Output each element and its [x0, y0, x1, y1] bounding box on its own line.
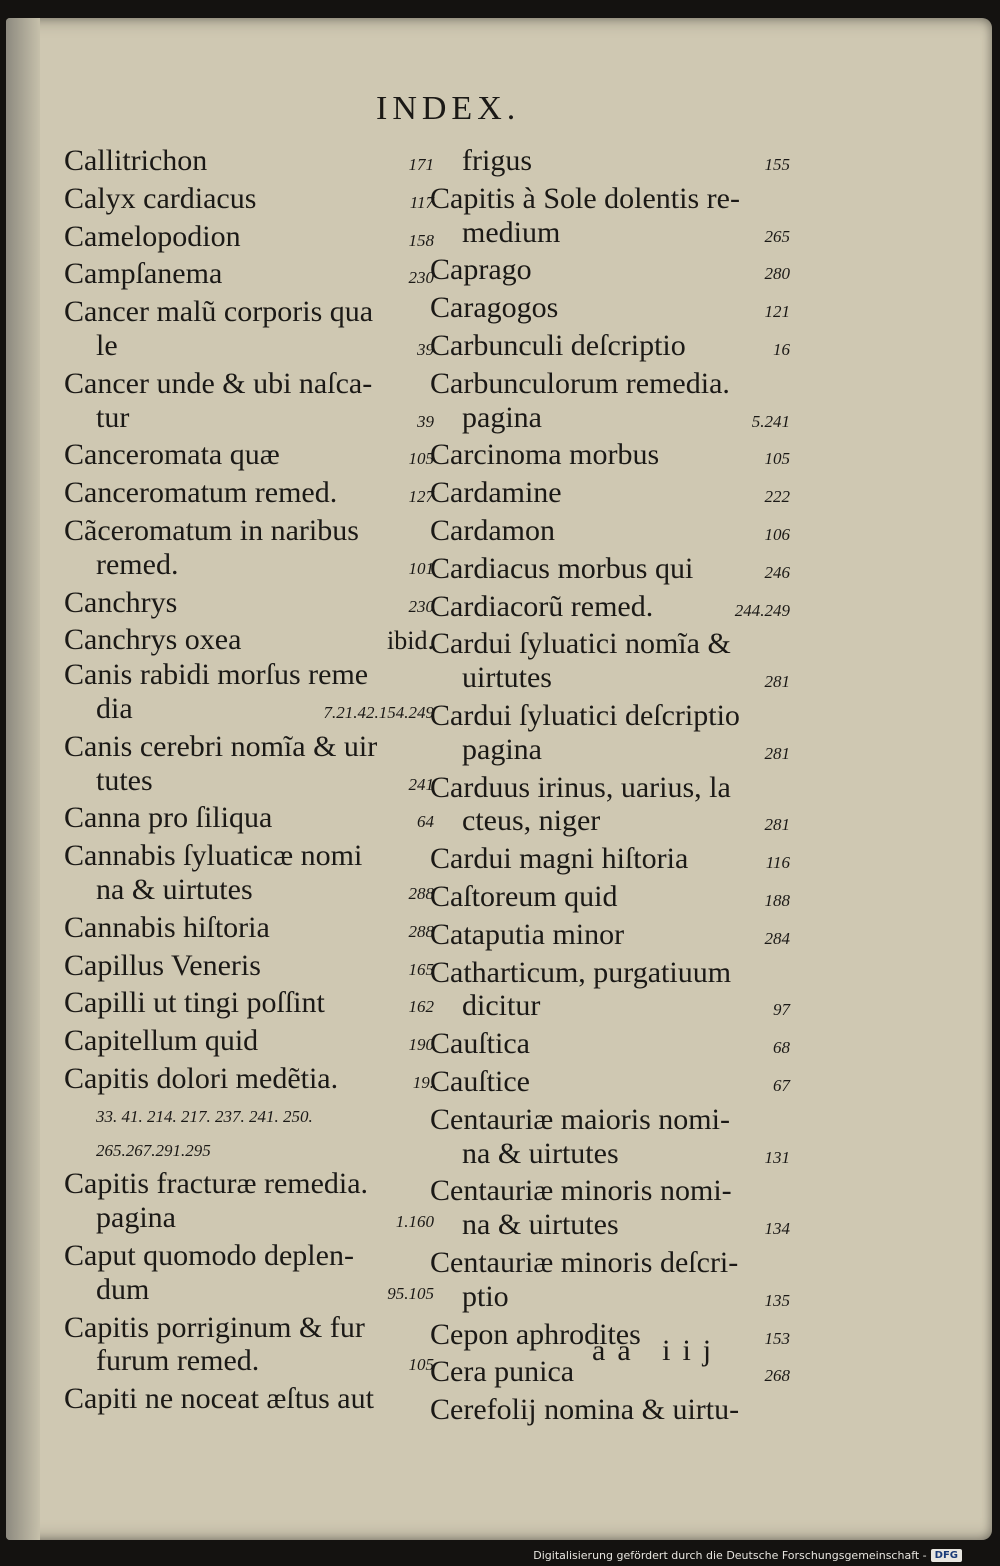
entry-term: Capillus Veneris — [64, 948, 261, 982]
index-entry-line — [64, 548, 434, 586]
entry-term: ptio — [462, 1279, 509, 1313]
index-entry-line — [64, 658, 434, 692]
page-reference: 16 — [773, 339, 790, 359]
index-entry — [64, 911, 434, 949]
page-reference: 171 — [408, 155, 434, 174]
index-entry — [64, 623, 434, 658]
page-reference: 284 — [764, 928, 790, 948]
index-entry-line — [64, 986, 434, 1024]
entry-term: Capiti ne noceat æſtus aut — [64, 1382, 374, 1416]
index-entry — [64, 1062, 434, 1167]
entry-term: Cardamine — [430, 476, 562, 510]
page-reference: 241 — [408, 774, 434, 794]
page-reference: 135 — [764, 1290, 790, 1310]
entry-term: Caput quomodo deplen- — [64, 1238, 354, 1272]
page-reference: 7.21.42.154.249 — [323, 702, 434, 722]
entry-term: pagina — [462, 400, 542, 434]
index-entry-line — [430, 918, 790, 956]
page-reference: 105 — [764, 449, 790, 469]
entry-term: Cerefolij nomina & uirtu- — [430, 1393, 740, 1427]
index-entry-line — [430, 804, 790, 842]
page-reference: 97 — [773, 1000, 790, 1020]
index-entry — [64, 586, 434, 624]
entry-term: na & uirtutes — [462, 1136, 619, 1170]
index-entry — [430, 1103, 790, 1175]
index-entry — [64, 1382, 434, 1416]
index-entry-line — [430, 1280, 790, 1318]
index-entry — [430, 1393, 790, 1427]
index-entry-line — [64, 295, 434, 329]
entry-term: tutes — [96, 763, 153, 797]
index-entry-line — [64, 514, 434, 548]
index-entry — [64, 514, 434, 586]
index-entry — [64, 257, 434, 295]
index-entry — [64, 839, 434, 911]
dfg-logo: DFG — [931, 1549, 962, 1562]
page-reference: 134 — [764, 1219, 790, 1239]
entry-term: Centauriæ maioris nomi- — [430, 1102, 730, 1136]
page-reference: 68 — [773, 1038, 790, 1058]
index-entry — [430, 627, 790, 699]
index-entry-line — [430, 956, 790, 990]
entry-term: Caſtoreum quid — [430, 879, 618, 913]
index-entry-line — [430, 1027, 790, 1065]
index-entry-line — [430, 989, 790, 1027]
entry-term: Cardamon — [430, 513, 555, 547]
page-reference: 244.249 — [734, 600, 790, 620]
index-entry — [430, 144, 790, 182]
index-entry — [64, 658, 434, 730]
index-entry — [430, 476, 790, 514]
entry-term: Canceromatum remed. — [64, 476, 338, 510]
index-entry-line — [64, 911, 434, 949]
page-reference: 105 — [408, 449, 434, 469]
index-entry-line — [430, 1065, 790, 1103]
index-entry-line — [64, 692, 434, 730]
entry-term: cteus, niger — [462, 804, 601, 838]
entry-term: Cauſtice — [430, 1064, 530, 1098]
entry-term: Capitellum quid — [64, 1024, 259, 1058]
index-entry — [430, 880, 790, 918]
entry-term: Cardiacorũ remed. — [430, 589, 654, 623]
entry-term: uirtutes — [462, 661, 552, 695]
page-reference: 188 — [764, 890, 790, 910]
entry-term: Calyx cardiacus — [64, 181, 257, 215]
index-entry — [430, 918, 790, 956]
entry-term: Cãceromatum in naribus — [64, 513, 359, 547]
index-entry — [430, 1065, 790, 1103]
entry-term: Campſanema — [64, 257, 223, 291]
index-entry-line — [64, 476, 434, 514]
index-entry-line — [64, 839, 434, 873]
index-entry-line — [430, 401, 790, 439]
index-entry — [64, 986, 434, 1024]
page-reference: 158 — [408, 230, 434, 250]
entry-term: Cardui ſyluatici deſcriptio — [430, 698, 740, 732]
index-entry — [430, 1246, 790, 1318]
page-header: INDEX. — [376, 90, 521, 127]
index-entry-line — [64, 873, 434, 911]
index-entry-line — [430, 842, 790, 880]
entry-term: Camelopodion — [64, 219, 241, 253]
page-reference: 222 — [764, 487, 790, 507]
page-reference: 67 — [773, 1075, 790, 1095]
index-entry — [64, 801, 434, 839]
index-entry — [430, 842, 790, 880]
index-entry-line — [430, 627, 790, 661]
entry-term: Carduus irinus, uarius, la — [430, 770, 731, 804]
page-reference: 106 — [764, 524, 790, 544]
page-reference: 281 — [764, 815, 790, 835]
entry-term: Carbunculorum remedia. — [430, 366, 730, 400]
index-entry-line — [64, 730, 434, 764]
index-entry — [430, 253, 790, 291]
entry-term: le — [96, 328, 118, 362]
index-entry-line — [64, 586, 434, 624]
footer-text: Digitalisierung gefördert durch die Deutsche Forschungsgemeinschaft - — [533, 1549, 927, 1562]
index-entry-line — [64, 764, 434, 802]
index-entry-line — [430, 291, 790, 329]
index-entry — [64, 144, 434, 182]
index-entry-line — [430, 182, 790, 216]
index-entry — [64, 438, 434, 476]
entry-term: Cauſtica — [430, 1027, 530, 1061]
entry-term: Callitrichon — [64, 144, 208, 177]
index-entry-line — [64, 1062, 434, 1100]
index-entry — [430, 552, 790, 590]
page-reference: 162 — [408, 997, 434, 1017]
index-entry-line — [64, 329, 434, 367]
entry-term: Cancer unde & ubi naſca- — [64, 366, 373, 400]
index-entry — [430, 514, 790, 552]
entry-term: Canchrys — [64, 585, 178, 619]
index-entry-line — [430, 661, 790, 699]
index-entry — [64, 476, 434, 514]
entry-term: Cardui magni hiſtoria — [430, 842, 689, 876]
entry-term: na & uirtutes — [462, 1208, 619, 1242]
index-entry-line — [64, 257, 434, 295]
entry-term: frigus — [462, 144, 532, 177]
index-entry-line — [430, 514, 790, 552]
index-entry — [430, 367, 790, 439]
entry-term: Capitis porriginum & fur — [64, 1310, 365, 1344]
entry-term: 33. 41. 214. 217. 237. 241. 250. — [96, 1106, 313, 1126]
page-reference: 165 — [408, 959, 434, 979]
index-entry-line — [64, 1100, 434, 1134]
index-entry-line — [430, 1208, 790, 1246]
page-reference: 116 — [765, 853, 790, 873]
entry-term: pagina — [96, 1201, 176, 1235]
index-column-left — [64, 144, 434, 1416]
digitization-footer — [533, 1549, 962, 1562]
index-entry-line — [64, 367, 434, 401]
page-reference: 105 — [408, 1355, 434, 1375]
index-entry — [430, 771, 790, 843]
entry-term: medium — [462, 215, 561, 249]
entry-term: Cancer malũ corporis qua — [64, 295, 374, 329]
entry-term: Capitis dolori medẽtia. — [64, 1061, 339, 1095]
index-entry-line — [430, 1246, 790, 1280]
page-reference: 288 — [408, 883, 434, 903]
index-entry-line — [430, 699, 790, 733]
index-entry-line — [64, 144, 434, 182]
page-reference: 246 — [764, 562, 790, 582]
index-entry-line — [430, 438, 790, 476]
index-entry-line — [430, 1103, 790, 1137]
index-entry-line — [64, 1273, 434, 1311]
index-entry-line — [64, 801, 434, 839]
index-entry — [430, 590, 790, 628]
entry-term: Capitis à Sole dolentis re- — [430, 181, 740, 215]
index-entry-line — [430, 144, 790, 182]
entry-term: Cannabis ſyluaticæ nomi — [64, 839, 363, 873]
entry-term: Caragogos — [430, 291, 559, 325]
entry-term: Centauriæ minoris deſcri- — [430, 1245, 739, 1279]
entry-term: Capilli ut tingi poſſint — [64, 986, 325, 1020]
index-entry-line — [430, 329, 790, 367]
index-entry — [430, 956, 790, 1028]
index-entry — [430, 182, 790, 254]
index-entry — [64, 1024, 434, 1062]
page-reference: 39 — [417, 411, 434, 431]
page-reference: 117 — [409, 192, 434, 212]
page-reference: 281 — [764, 743, 790, 763]
entry-term: Cardui ſyluatici nomĩa & — [430, 627, 731, 661]
index-entry-line — [64, 623, 434, 658]
entry-term: furum remed. — [96, 1344, 260, 1378]
page-reference: 1.160 — [395, 1212, 434, 1232]
index-entry-line — [64, 1344, 434, 1382]
page-reference: 5.241 — [751, 411, 790, 431]
page-reference: 230 — [408, 596, 434, 616]
index-column-right — [430, 144, 790, 1427]
index-entry-line — [430, 771, 790, 805]
index-entry-line — [430, 733, 790, 771]
index-entry-line — [430, 590, 790, 628]
index-entry-line — [64, 1167, 434, 1201]
index-entry-line — [430, 1393, 790, 1427]
page-reference: 190 — [408, 1035, 434, 1055]
index-entry-line — [64, 1201, 434, 1239]
index-entry-line — [430, 880, 790, 918]
book-page — [6, 18, 992, 1540]
index-entry-line — [430, 1137, 790, 1175]
page-reference: 268 — [764, 1366, 790, 1386]
entry-term: Catharticum, purgatiuum — [430, 955, 732, 989]
index-entry — [64, 1239, 434, 1311]
index-entry-line — [430, 253, 790, 291]
entry-term: dicitur — [462, 989, 541, 1023]
index-entry — [64, 367, 434, 439]
page-reference: 230 — [408, 268, 434, 288]
page-reference: 280 — [764, 264, 790, 284]
entry-term: Cepon aphrodites — [430, 1317, 641, 1351]
index-entry-line — [430, 1174, 790, 1208]
index-entry — [64, 220, 434, 258]
page-reference: 155 — [764, 155, 790, 174]
page-reference: 281 — [764, 672, 790, 692]
entry-term: Caprago — [430, 253, 532, 287]
index-entry-line — [64, 949, 434, 987]
index-entry — [430, 699, 790, 771]
index-entry — [430, 291, 790, 329]
page-reference: 39 — [417, 339, 434, 359]
index-entry — [430, 329, 790, 367]
entry-term: Centauriæ minoris nomi- — [430, 1174, 732, 1208]
page-reference: 19. — [412, 1072, 434, 1092]
page-reference: ibid. — [387, 626, 434, 656]
index-entry-line — [64, 438, 434, 476]
index-entry — [64, 295, 434, 367]
index-entry — [64, 182, 434, 220]
index-entry-line — [430, 552, 790, 590]
index-entry-line — [430, 367, 790, 401]
entry-term: Cannabis hiſtoria — [64, 910, 270, 944]
page-reference: 265 — [764, 226, 790, 246]
index-entry-line — [430, 216, 790, 254]
entry-term: dia — [96, 691, 133, 725]
index-entry — [64, 730, 434, 802]
entry-term: Canis cerebri nomĩa & uir — [64, 729, 378, 763]
entry-term: 265.267.291.295 — [96, 1140, 211, 1160]
index-entry-line — [64, 182, 434, 220]
page-reference: 95.105 — [387, 1283, 434, 1303]
index-entry-line — [64, 220, 434, 258]
entry-term: Canchrys oxea — [64, 623, 242, 657]
page-reference: 101 — [408, 558, 434, 578]
entry-term: pagina — [462, 732, 542, 766]
index-entry — [64, 1167, 434, 1239]
index-entry — [430, 438, 790, 476]
entry-term: Canna pro ſiliqua — [64, 801, 273, 835]
entry-term: Canceromata quæ — [64, 438, 280, 472]
entry-term: Carbunculi deſcriptio — [430, 328, 686, 362]
entry-term: Cataputia minor — [430, 917, 625, 951]
page-reference: 131 — [764, 1147, 790, 1167]
entry-term: tur — [96, 400, 130, 434]
page-reference: 288 — [408, 921, 434, 941]
index-entry-line — [64, 1382, 434, 1416]
page-reference: 121 — [764, 302, 790, 322]
signature-mark: aa iij — [592, 1334, 724, 1367]
entry-term: Capitis fracturæ remedia. — [64, 1167, 369, 1201]
index-entry-line — [64, 401, 434, 439]
index-entry — [430, 1174, 790, 1246]
page-reference: 127 — [408, 487, 434, 507]
entry-term: Cera punica — [430, 1355, 575, 1389]
index-entry-line — [430, 476, 790, 514]
page-reference: 64 — [417, 812, 434, 832]
index-entry-line — [64, 1134, 434, 1168]
index-entry — [430, 1027, 790, 1065]
entry-term: dum — [96, 1272, 150, 1306]
index-entry-line — [64, 1311, 434, 1345]
entry-term: remed. — [96, 547, 179, 581]
entry-term: Carcinoma morbus — [430, 438, 660, 472]
index-entry — [64, 949, 434, 987]
index-entry — [64, 1311, 434, 1383]
entry-term: na & uirtutes — [96, 872, 253, 906]
page-reference: 153 — [764, 1328, 790, 1348]
entry-term: Cardiacus morbus qui — [430, 551, 694, 585]
index-entry-line — [64, 1024, 434, 1062]
index-entry-line — [64, 1239, 434, 1273]
entry-term: Canis rabidi morſus reme — [64, 658, 369, 692]
